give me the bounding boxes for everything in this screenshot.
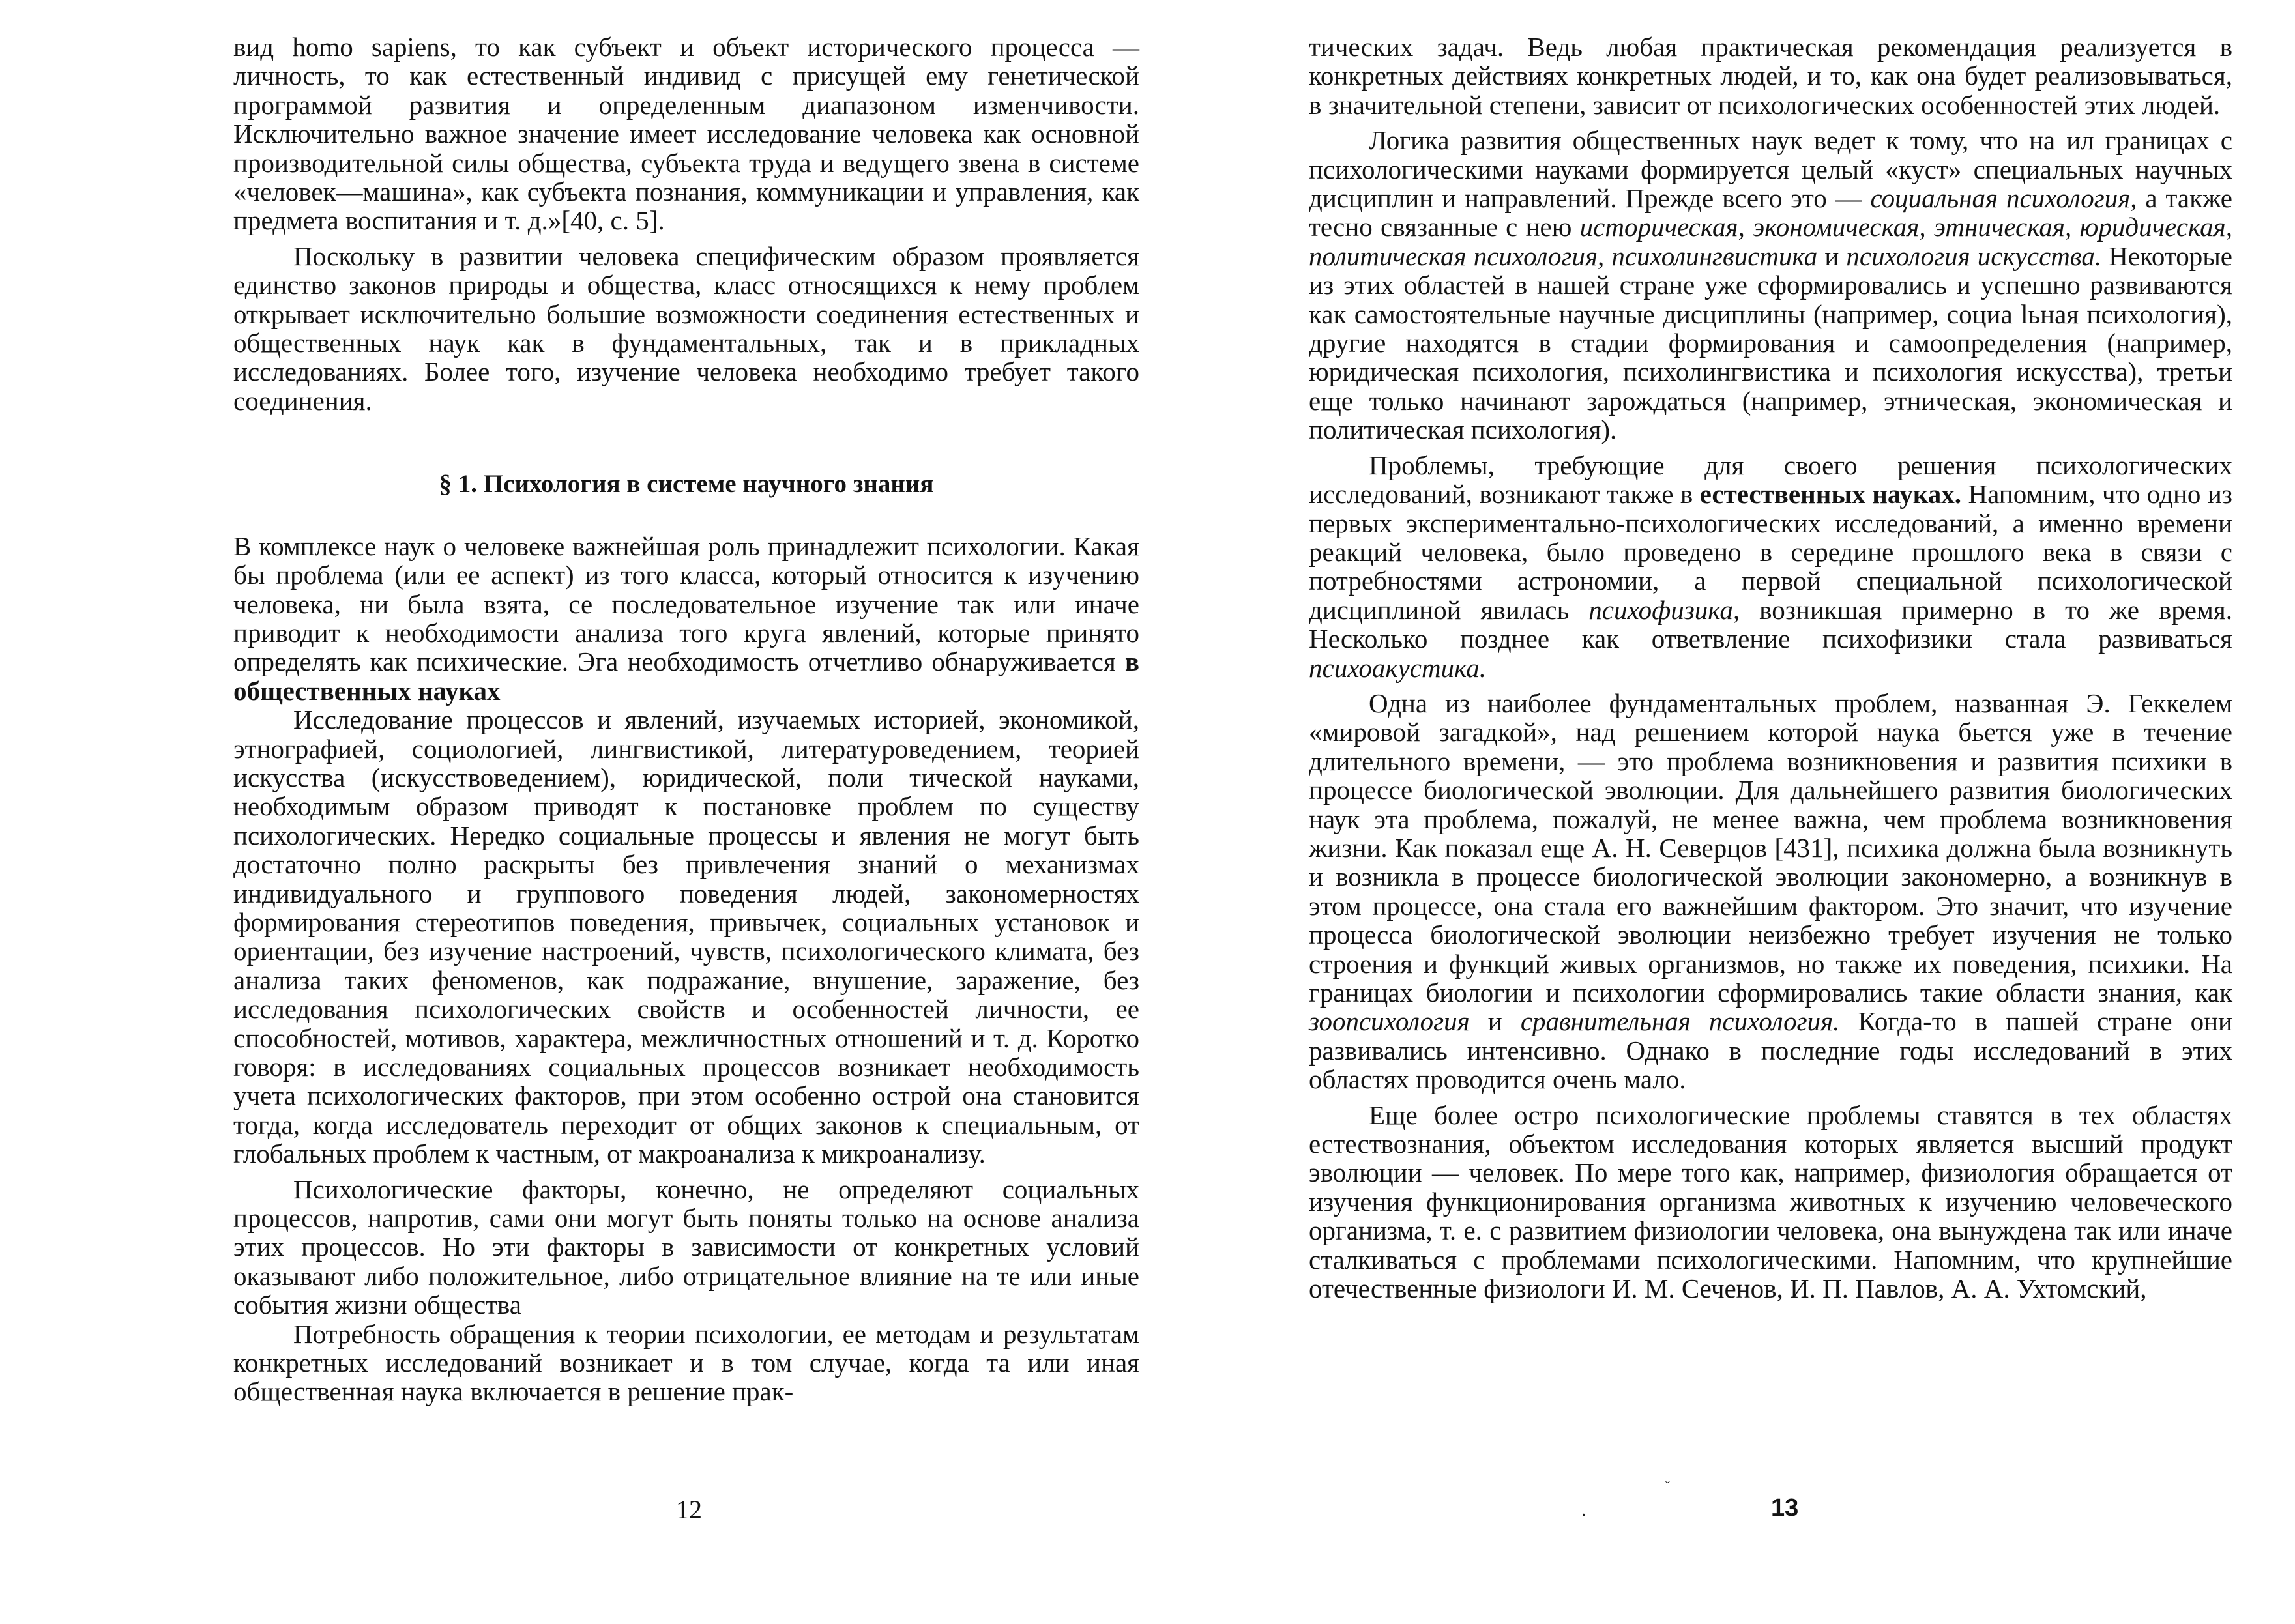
right-p2-i3: психология искусства. xyxy=(1846,240,2102,271)
right-p3-t2: Напомним, что одно из первых экспериментально-психологических исследований, а именно времени реакций человека, было проведено в середине прошлого века в связи с потребностями астрономии, а первой специальной психологической дисциплиной явилась xyxy=(1309,479,2232,625)
right-paragraph-4 xyxy=(1309,689,2232,1094)
right-p4-t2: и xyxy=(1469,1006,1521,1037)
left-paragraph-3-text: В комплексе наук о человеке важнейшая роль принадлежит психологии. Какая бы проблема (или ее аспект) из того класса, который относится к изучению человека, ни была взята, се последовательное изучение так или иначе приводит к необходимости анализа того круга явлений, которые принято определять как психические. Эга необходимость отчетливо обнаруживается xyxy=(233,530,1139,677)
right-p3-b1: естественных науках. xyxy=(1699,479,1962,510)
right-paragraph-1: тических задач. Ведь любая практическая рекомендация реализуется в конкретных действиях конкретных людей, и то, как она будет реализовываться, в значительной степени, зависит от психологических особенностей этих людей. xyxy=(1309,32,2232,120)
right-p2-t4: Некоторые из этих областей в нашей стране уже сформировались и успешно развиваются как самостоятельные научные дисциплины (например, социа lьная психология), другие находятся в стадии формирования и самоопределения (например, юридическая психология, психолингвистика и психология искусства), третьи еще только начинают зарождаться (например, этническая, экономическая и политическая психология). xyxy=(1309,240,2232,445)
right-p4-t1: Одна из наиболее фундаментальных проблем, названная Э. Геккелем «мировой загадкой», над решением которой наука бьется уже в течение длительного времени, — это проблема возникновения и развития психики в процессе биологической эволюции. Для дальнейшего развития биологических наук эта проблема, пожалуй, не менее важна, чем проблема возникновения жизни. Как показал еще А. Н. Северцов [431], психика должна была возникнуть и возникла в процессе биологической эволюции закономерно, а возникнув в этом процессе, она стала его важнейшим фактором. Это значит, что изучение процесса биологической эволюции неизбежно требует изучения не только строения и функций живых организмов, но также их поведения, психики. На границах биологии и психологии сформировались такие области знания, как xyxy=(1309,688,2232,1008)
right-p2-t1: Логика развития общественных наук ведет к тому, что на ил границах с психологическими науками формируется целый «куст» специальных научных дисциплин и направлений. Прежде всего это — xyxy=(1309,125,2232,214)
right-paragraph-3 xyxy=(1309,451,2232,682)
stray-mark: ˇ xyxy=(1665,1479,1670,1494)
left-paragraph-1: вид homo sapiens, то как субъект и объект исторического процесса — личность, то как естественный индивид с присущей ему генетической программой развития и определенным диапазоном изменчивости. Исключительно важное значение имеет исследование человека как основной производительной силы общества, субъекта труда и ведущего звена в системе «человек—машина», как субъекта познания, коммуникации и управления, как предмета воспитания и т. д.»[40, с. 5]. xyxy=(233,32,1139,236)
left-paragraph-2: Поскольку в развитии человека специфическим образом проявляется единство законов природы и общества, класс относящихся к нему проблем открывает исключительно большие возможности соединения естественных и общественных наук как в фундаментальных, так и в прикладных исследованиях. Более того, изучение человека необходимо требует такого соединения. xyxy=(233,240,1139,416)
section-heading: § 1. Психология в системе научного знания xyxy=(439,470,934,499)
left-paragraph-3-bold: в общественных науках xyxy=(233,646,1139,706)
left-paragraph-3 xyxy=(233,532,1139,705)
right-p4-i1: зоопсихология xyxy=(1309,1006,1470,1037)
right-p2-i1: социальная психология, xyxy=(1870,183,2137,214)
left-page xyxy=(233,33,1139,1406)
right-p3-t3: возникшая примерно в то же время. Несколько позднее как ответвление психофизики стала развиваться xyxy=(1309,594,2232,654)
right-page xyxy=(1309,33,2232,1303)
right-p4-i2: сравнительная психология. xyxy=(1520,1006,1840,1037)
left-paragraph-6: Потребность обращения к теории психологии, ее методам и результатам конкретных исследований возникает и в том случае, когда та или иная общественная наука включается в решение прак- xyxy=(233,1318,1139,1407)
right-paragraph-5: Еще более остро психологические проблемы ставятся в тех областях естествознания, объектом исследования которых является высший продукт эволюции — человек. По мере того как, например, физиология обращается от изучения функционирования организма животных к изучению человеческого организма, т. е. с развитием физиологии человека, она вынуждена так или иначе сталкиваться с проблемами психологическими. Напомним, что крупнейшие отечественные физиологи И. М. Сеченов, И. П. Павлов, А. А. Ухтомский, xyxy=(1309,1099,2232,1304)
right-p2-i2: историческая, экономическая, этническая, юридическая, политическая психология, психолингвистика xyxy=(1309,212,2232,271)
right-p2-t2: а также тесно связанные с нею xyxy=(1309,183,2232,242)
left-page-number: 12 xyxy=(676,1495,702,1524)
right-p3-i1: психофизика, xyxy=(1588,594,1740,625)
left-paragraph-4: Исследование процессов и явлений, изучаемых историей, экономикой, этнографией, социологией, лингвистикой, литературоведением, теорией искусства (искусствоведением), юридической, поли тической науками, необходимым образом приводят к постановке проблем по существу психологических. Нередко социальные процессы и явления не могут быть достаточно полно раскрыты без привлечения знаний о механизмах индивидуального и группового поведения людей, закономерностях формирования стереотипов поведения, привычек, социальных установок и ориентации, без изучение настроений, чувств, психологического климата, без анализа таких феноменов, как подражание, внушение, заражение, без исследования психологических свойств и особенностей личности, ее способностей, мотивов, характера, межличностных отношений и т. д. Коротко говоря: в исследованиях социальных процессов возникает необходимость учета психологических факторов, при этом особенно острой она становится тогда, когда исследователь переходит от общих законов к специальным, от глобальных проблем к частным, от макроанализа к микроанализу. xyxy=(233,704,1139,1169)
right-page-number: 13 xyxy=(1771,1494,1799,1522)
right-p3-t1: Проблемы, требующие для своего решения психологических исследований, возникают также в xyxy=(1309,450,2232,510)
right-p3-i2: психоакустика. xyxy=(1309,652,1486,683)
right-paragraph-2 xyxy=(1309,126,2232,444)
right-p4-t3: Когда-то в пашей стране они развивались интенсивно. Однако в последние годы исследований в этих областях проводится очень мало. xyxy=(1309,1006,2232,1095)
stray-dot: . xyxy=(1581,1499,1586,1520)
left-paragraph-5: Психологические факторы, конечно, не определяют социальных процессов, напротив, сами они могут быть поняты только на основе анализа этих процессов. Но эти факторы в зависимости от конкретных условий оказывают либо положительное, либо отрицательное влияние на те или иные события жизни общества xyxy=(233,1174,1139,1320)
right-p2-t3: и xyxy=(1817,240,1847,271)
